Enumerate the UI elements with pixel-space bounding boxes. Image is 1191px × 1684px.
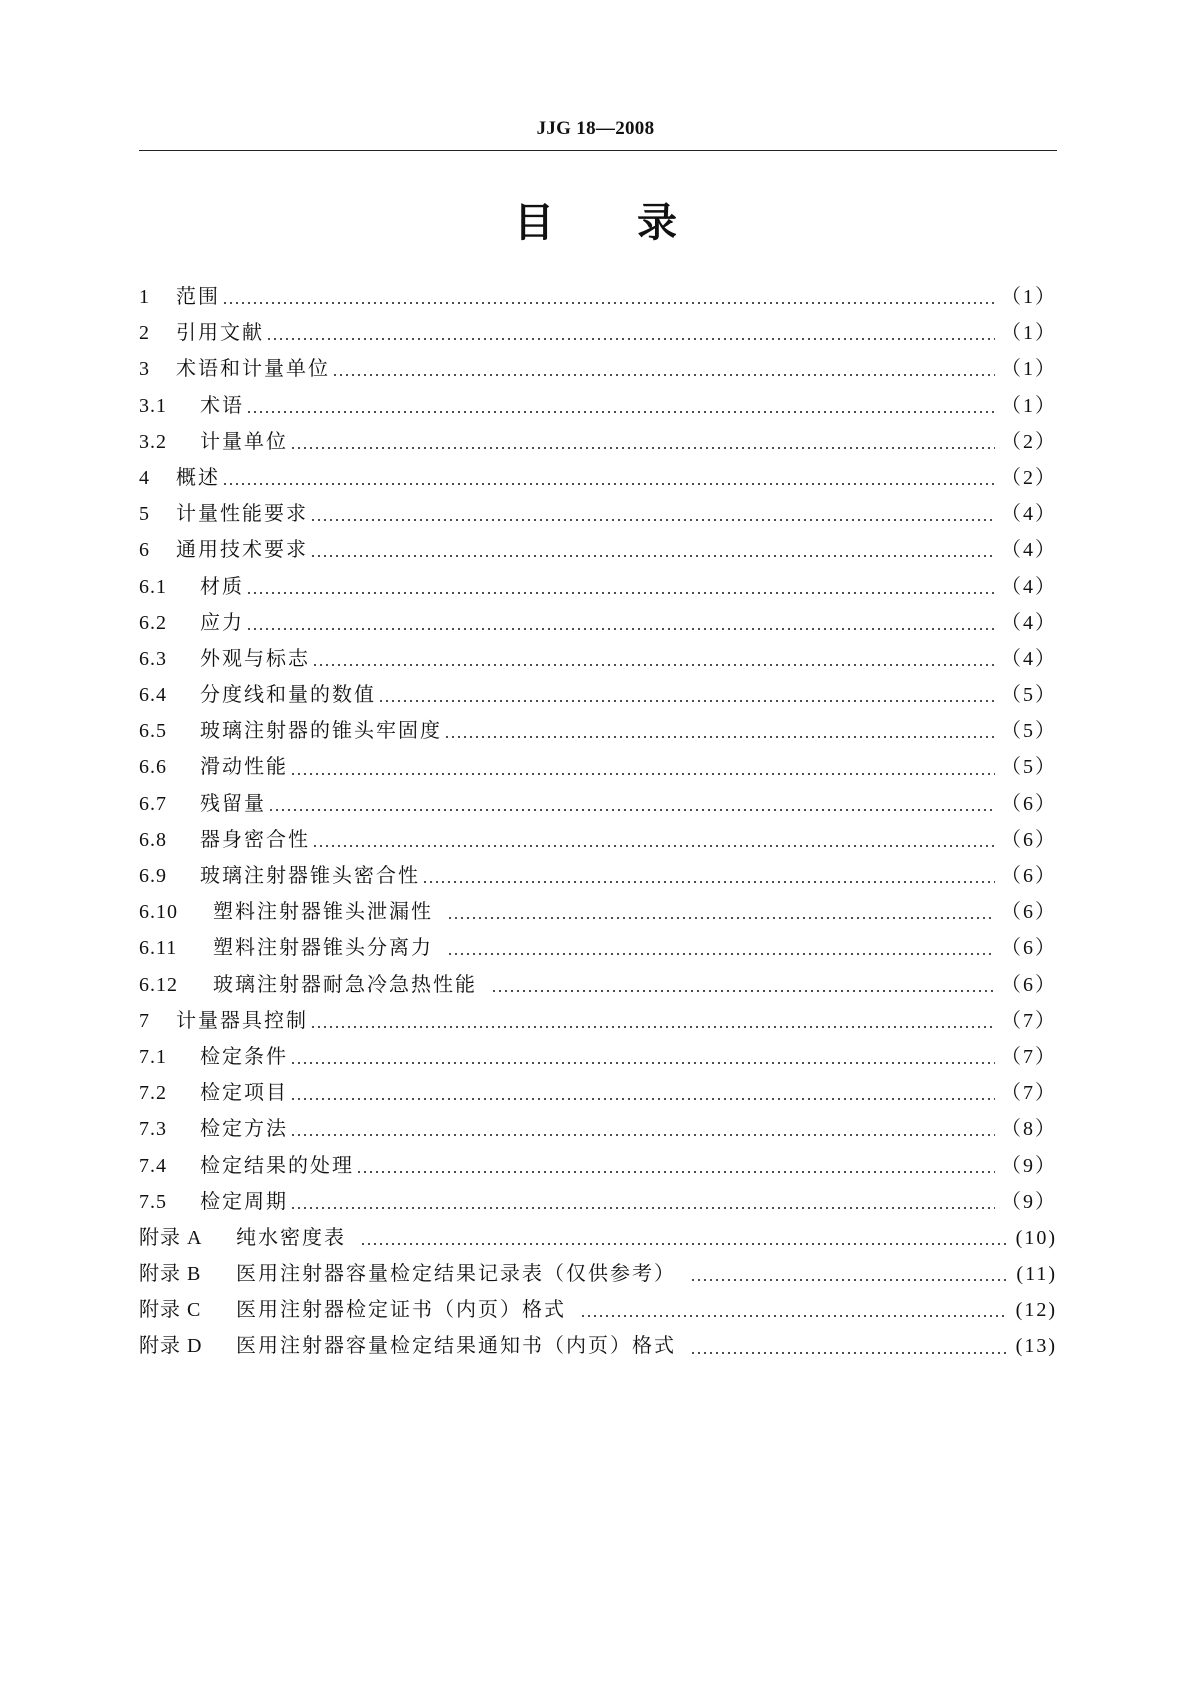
- toc-dot-leader: [360, 1219, 1007, 1255]
- toc-entry-page: （6）: [1001, 901, 1057, 924]
- toc-entry-number: 6.10: [139, 901, 178, 924]
- toc-entry-label: 检定周期: [200, 1188, 288, 1213]
- toc-entry[interactable]: [139, 1183, 1057, 1219]
- page-header-code: JJG 18—2008: [536, 118, 655, 139]
- toc-entry-label: 检定条件: [200, 1043, 288, 1068]
- toc-dot-leader: [444, 712, 995, 748]
- toc-entry[interactable]: [139, 785, 1057, 821]
- toc-entry[interactable]: [139, 821, 1057, 857]
- toc-entry-page: （5）: [1001, 756, 1057, 779]
- toc-entry-label: 分度线和量的数值: [200, 682, 376, 707]
- toc-entry-label: 术语: [200, 392, 244, 417]
- toc-entry-label: 术语和计量单位: [176, 356, 330, 381]
- toc-entry-number: 6.7: [139, 792, 167, 815]
- toc-entry-number: 1: [139, 286, 150, 308]
- toc-entry[interactable]: [139, 1291, 1057, 1327]
- toc-dot-leader: [290, 1074, 995, 1110]
- toc-dot-leader: [246, 387, 995, 423]
- toc-entry[interactable]: [139, 531, 1057, 567]
- toc-entry-number: 6.6: [139, 756, 167, 779]
- toc-entry-page: （1）: [1001, 322, 1057, 345]
- toc-entry-label: 检定项目: [200, 1080, 288, 1105]
- toc-entry-label: 残留量: [200, 790, 266, 815]
- toc-entry-number: 3.1: [139, 394, 167, 417]
- toc-entry[interactable]: [139, 640, 1057, 676]
- toc-entry-page: （9）: [1001, 1190, 1057, 1213]
- toc-entry[interactable]: [139, 1074, 1057, 1110]
- toc-dot-leader: [246, 604, 995, 640]
- toc-dot-leader: [290, 1038, 995, 1074]
- toc-dot-leader: [290, 423, 995, 459]
- toc-entry-page: （4）: [1001, 503, 1057, 526]
- toc-entry-label: 塑料注射器锥头分离力: [213, 935, 433, 960]
- toc-entry-number: 3: [139, 358, 150, 381]
- title-char-1: 目: [514, 200, 554, 246]
- toc-entry-page: （1）: [1001, 286, 1057, 308]
- toc-dot-leader: [290, 749, 995, 785]
- toc-dot-leader: [312, 640, 995, 676]
- toc-entry-number: 7.1: [139, 1045, 167, 1068]
- toc-entry-page: （7）: [1001, 1045, 1057, 1068]
- toc-entry-page: （6）: [1001, 937, 1057, 960]
- toc-entry-label: 塑料注射器锥头泄漏性: [213, 899, 433, 924]
- toc-dot-leader: [447, 929, 995, 965]
- toc-entry-number: 6.4: [139, 684, 167, 707]
- toc-dot-leader: [310, 495, 995, 531]
- toc-entry-page: (11): [1016, 1263, 1057, 1286]
- toc-entry-page: （1）: [1001, 358, 1057, 381]
- toc-entry[interactable]: [139, 676, 1057, 712]
- toc-entry-page: （2）: [1001, 466, 1057, 489]
- toc-entry[interactable]: [139, 748, 1057, 784]
- toc-entry-number: 7: [139, 1009, 150, 1032]
- toc-entry-number: 6.1: [139, 575, 167, 598]
- toc-entry-page: （5）: [1001, 720, 1057, 743]
- toc-entry[interactable]: [139, 1327, 1057, 1363]
- page-title: [0, 193, 1191, 253]
- toc-entry-number: 7.2: [139, 1082, 167, 1105]
- toc-entry[interactable]: [139, 929, 1057, 965]
- toc-dot-leader: [268, 785, 995, 821]
- toc-entry[interactable]: [139, 1255, 1057, 1291]
- toc-entry-page: （5）: [1001, 684, 1057, 707]
- toc-entry-label: 外观与标志: [200, 645, 310, 670]
- toc-entry-number: 6.11: [139, 937, 178, 960]
- toc-entry-number: 附录 C: [139, 1299, 202, 1322]
- toc-entry-label: 材质: [200, 573, 244, 598]
- toc-entry-page: (10): [1015, 1226, 1057, 1249]
- toc-entry[interactable]: [139, 857, 1057, 893]
- toc-entry[interactable]: [139, 1038, 1057, 1074]
- toc-entry-number: 附录 A: [139, 1226, 203, 1249]
- toc-entry-number: 6.8: [139, 828, 167, 851]
- toc-entry-label: 滑动性能: [200, 754, 288, 779]
- toc-entry-number: 附录 B: [139, 1263, 202, 1286]
- toc-entry-page: （8）: [1001, 1118, 1057, 1141]
- toc-entry-label: 器身密合性: [200, 826, 310, 851]
- toc-entry-number: 2: [139, 322, 150, 345]
- toc-dot-leader: [266, 314, 995, 350]
- toc-entry-label: 范围: [176, 284, 220, 308]
- toc-entry-page: （4）: [1001, 647, 1057, 670]
- toc-entry-page: （7）: [1001, 1009, 1057, 1032]
- toc-entry-number: 6.5: [139, 720, 167, 743]
- toc-dot-leader: [222, 278, 995, 314]
- toc-entry-label: 玻璃注射器耐急冷急热性能: [213, 971, 477, 996]
- toc-entry-number: 7.4: [139, 1154, 167, 1177]
- toc-entry-page: （9）: [1001, 1154, 1057, 1177]
- toc-entry[interactable]: [139, 423, 1057, 459]
- toc-dot-leader: [310, 531, 995, 567]
- toc-entry-number: 6: [139, 539, 150, 562]
- toc-entry-page: (12): [1015, 1299, 1057, 1322]
- toc-entry[interactable]: [139, 314, 1057, 350]
- toc-entry-page: （6）: [1001, 792, 1057, 815]
- toc-dot-leader: [378, 676, 995, 712]
- toc-entry[interactable]: [139, 893, 1057, 929]
- toc-entry-number: 5: [139, 503, 150, 526]
- title-char-2: 录: [637, 200, 677, 246]
- toc-entry[interactable]: [139, 568, 1057, 604]
- toc-dot-leader: [690, 1255, 1007, 1291]
- toc-dot-leader: [222, 459, 995, 495]
- toc-entry-label: 引用文献: [176, 320, 264, 345]
- toc-dot-leader: [356, 1147, 995, 1183]
- toc-dot-leader: [447, 893, 995, 929]
- toc-entry-label: 医用注射器容量检定结果通知书（内页）格式: [236, 1333, 676, 1358]
- toc-entry-label: 检定方法: [200, 1116, 288, 1141]
- toc-entry[interactable]: [139, 712, 1057, 748]
- toc-dot-leader: [422, 857, 995, 893]
- toc-entry[interactable]: [139, 350, 1057, 386]
- toc-entry[interactable]: [139, 1147, 1057, 1183]
- toc-entry-page: （4）: [1001, 575, 1057, 598]
- toc-entry-number: 6.3: [139, 647, 167, 670]
- toc-entry-label: 计量性能要求: [176, 501, 308, 526]
- toc-entry[interactable]: [139, 604, 1057, 640]
- toc-entry-label: 玻璃注射器的锥头牢固度: [200, 718, 442, 743]
- toc-dot-leader: [290, 1183, 995, 1219]
- toc-entry-label: 计量单位: [200, 428, 288, 453]
- toc-entry-label: 概述: [176, 464, 220, 489]
- toc-entry-number: 7.3: [139, 1118, 167, 1141]
- toc-dot-leader: [332, 350, 995, 386]
- toc-entry[interactable]: [139, 966, 1057, 1002]
- toc-entry-label: 通用技术要求: [176, 537, 308, 562]
- header-rule: [139, 150, 1057, 151]
- toc-entry-page: （6）: [1001, 865, 1057, 887]
- toc-entry-label: 玻璃注射器锥头密合性: [200, 863, 420, 887]
- toc-entry-page: （7）: [1001, 1082, 1057, 1105]
- toc-dot-leader: [310, 1002, 995, 1038]
- toc-entry-label: 纯水密度表: [236, 1224, 346, 1249]
- toc-entry[interactable]: [139, 1110, 1057, 1146]
- toc-dot-leader: [246, 568, 995, 604]
- toc-entry-page: (13): [1015, 1335, 1057, 1358]
- toc-entry-page: （2）: [1001, 430, 1057, 453]
- toc-entry-number: 3.2: [139, 430, 167, 453]
- toc-dot-leader: [690, 1328, 1007, 1364]
- toc-entry-number: 6.2: [139, 611, 167, 634]
- toc-dot-leader: [312, 821, 995, 857]
- toc-entry-label: 医用注射器检定证书（内页）格式: [236, 1297, 566, 1322]
- toc-dot-leader: [290, 1110, 995, 1146]
- toc-entry-page: （1）: [1001, 394, 1057, 417]
- toc-entry-label: 检定结果的处理: [200, 1152, 354, 1177]
- toc-entry-label: 应力: [200, 609, 244, 634]
- toc-entry[interactable]: [139, 387, 1057, 423]
- toc-entry-page: （4）: [1001, 539, 1057, 562]
- toc-entry[interactable]: [139, 495, 1057, 531]
- table-of-contents: [139, 278, 1057, 1364]
- toc-entry-number: 7.5: [139, 1190, 167, 1213]
- toc-entry-number: 4: [139, 466, 150, 489]
- toc-entry-label: 医用注射器容量检定结果记录表（仅供参考）: [236, 1261, 676, 1286]
- toc-dot-leader: [491, 966, 995, 1002]
- toc-entry[interactable]: [139, 278, 1057, 314]
- toc-entry-page: （6）: [1001, 828, 1057, 851]
- toc-entry[interactable]: [139, 1002, 1057, 1038]
- toc-entry[interactable]: [139, 459, 1057, 495]
- toc-dot-leader: [580, 1291, 1007, 1327]
- toc-entry[interactable]: [139, 1219, 1057, 1255]
- toc-entry-number: 6.9: [139, 865, 167, 887]
- toc-entry-page: （6）: [1001, 973, 1057, 996]
- toc-entry-label: 计量器具控制: [176, 1007, 308, 1032]
- toc-entry-number: 附录 D: [139, 1335, 203, 1358]
- toc-entry-page: （4）: [1001, 611, 1057, 634]
- toc-entry-number: 6.12: [139, 973, 178, 996]
